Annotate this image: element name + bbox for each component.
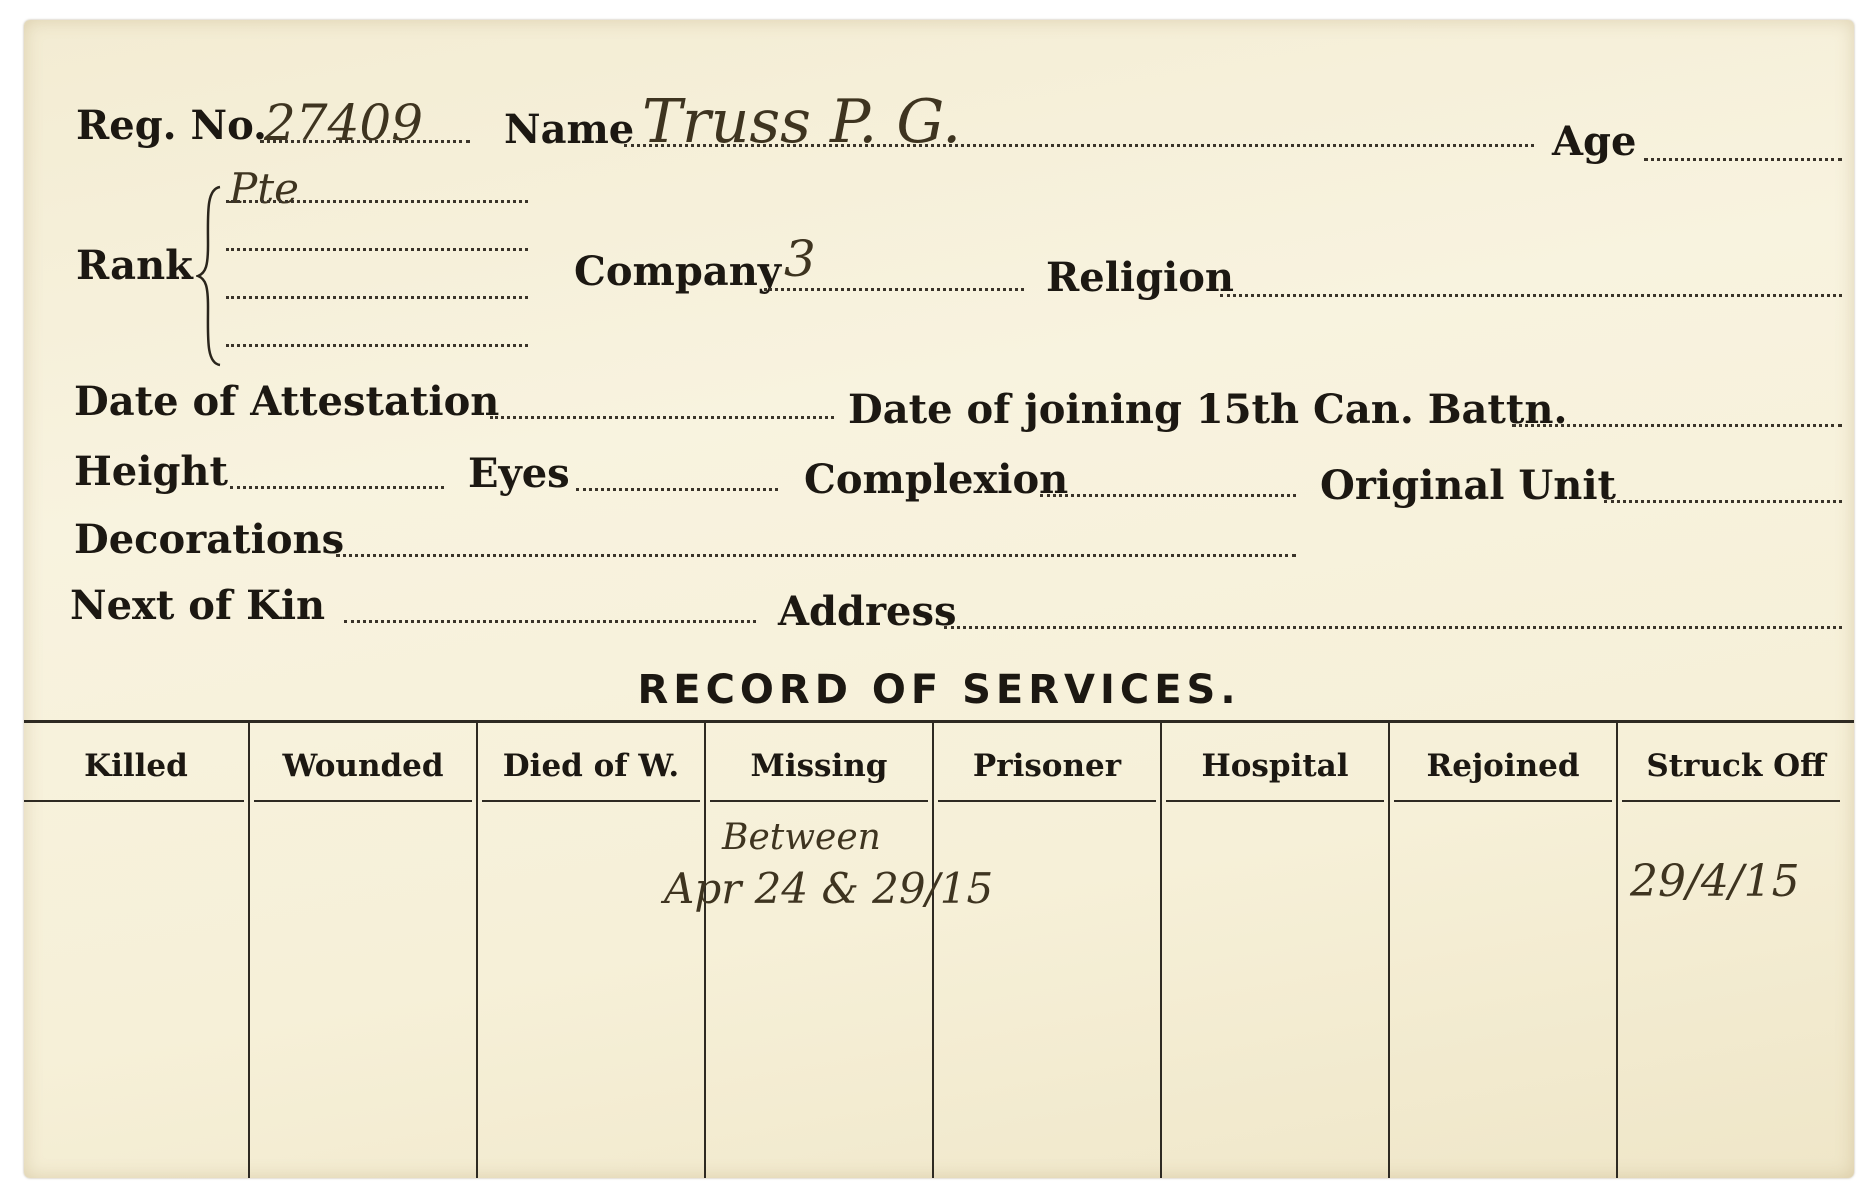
column-header-rejoined: Rejoined [1426,748,1580,784]
height-line [230,486,444,489]
original-unit-label: Original Unit [1320,462,1617,509]
attestation-line [490,416,834,419]
company-line [764,288,1024,291]
decorations-line [336,554,1296,557]
column-divider [1160,720,1162,1178]
column-divider [932,720,934,1178]
name-value: Truss P. G. [642,87,962,157]
rank-line-3 [226,296,528,299]
age-line [1644,158,1842,161]
column-divider [1616,720,1618,1178]
struck-off-entry: 29/4/15 [1630,856,1800,907]
service-record-card [24,20,1854,1178]
rank-line-2 [226,248,528,251]
column-header-wounded: Wounded [282,748,444,784]
complexion-label: Complexion [804,456,1069,503]
next-of-kin-label: Next of Kin [70,582,326,629]
missing-entry-line1: Between [722,817,881,858]
rank-line-1 [226,200,528,203]
rank-label: Rank [76,242,193,289]
record-of-services-title: RECORD OF SERVICES. [637,667,1241,713]
column-divider [476,720,478,1178]
header-underline [1166,800,1384,802]
header-underline [254,800,472,802]
complexion-line [1040,494,1296,497]
column-header-killed: Killed [84,748,188,784]
company-label: Company [574,248,782,295]
eyes-label: Eyes [468,450,570,497]
rank-value: Pte [229,164,299,213]
header-underline [1622,800,1840,802]
address-label: Address [778,588,957,635]
religion-label: Religion [1046,254,1235,301]
header-underline [482,800,700,802]
joining-label: Date of joining 15th Can. Battn. [848,386,1568,433]
next-of-kin-line [344,620,756,623]
header-underline [938,800,1156,802]
joining-line [1512,424,1842,427]
column-header-missing: Missing [750,748,888,784]
reg-no-value: 27409 [264,94,424,152]
attestation-label: Date of Attestation [74,378,500,425]
column-divider [248,720,250,1178]
missing-entry-line2: Apr 24 & 29/15 [664,864,994,913]
reg-no-label: Reg. No. [76,102,267,149]
name-label: Name [504,106,635,153]
table-top-rule [24,720,1854,723]
header-underline [24,800,244,802]
column-divider [704,720,706,1178]
religion-line [1220,294,1842,297]
header-underline [1394,800,1612,802]
height-label: Height [74,448,228,495]
eyes-line [576,488,778,491]
age-label: Age [1552,118,1637,165]
rank-brace-icon [196,185,222,367]
rank-line-4 [226,344,528,347]
column-divider [1388,720,1390,1178]
header-underline [710,800,928,802]
column-header-died-of-wounds: Died of W. [502,748,680,784]
column-header-prisoner: Prisoner [972,748,1122,784]
original-unit-line [1604,500,1842,503]
column-header-hospital: Hospital [1201,748,1349,784]
address-line [944,626,1842,629]
company-value: 3 [784,230,816,288]
column-header-struck-off: Struck Off [1646,748,1826,784]
decorations-label: Decorations [74,516,345,563]
